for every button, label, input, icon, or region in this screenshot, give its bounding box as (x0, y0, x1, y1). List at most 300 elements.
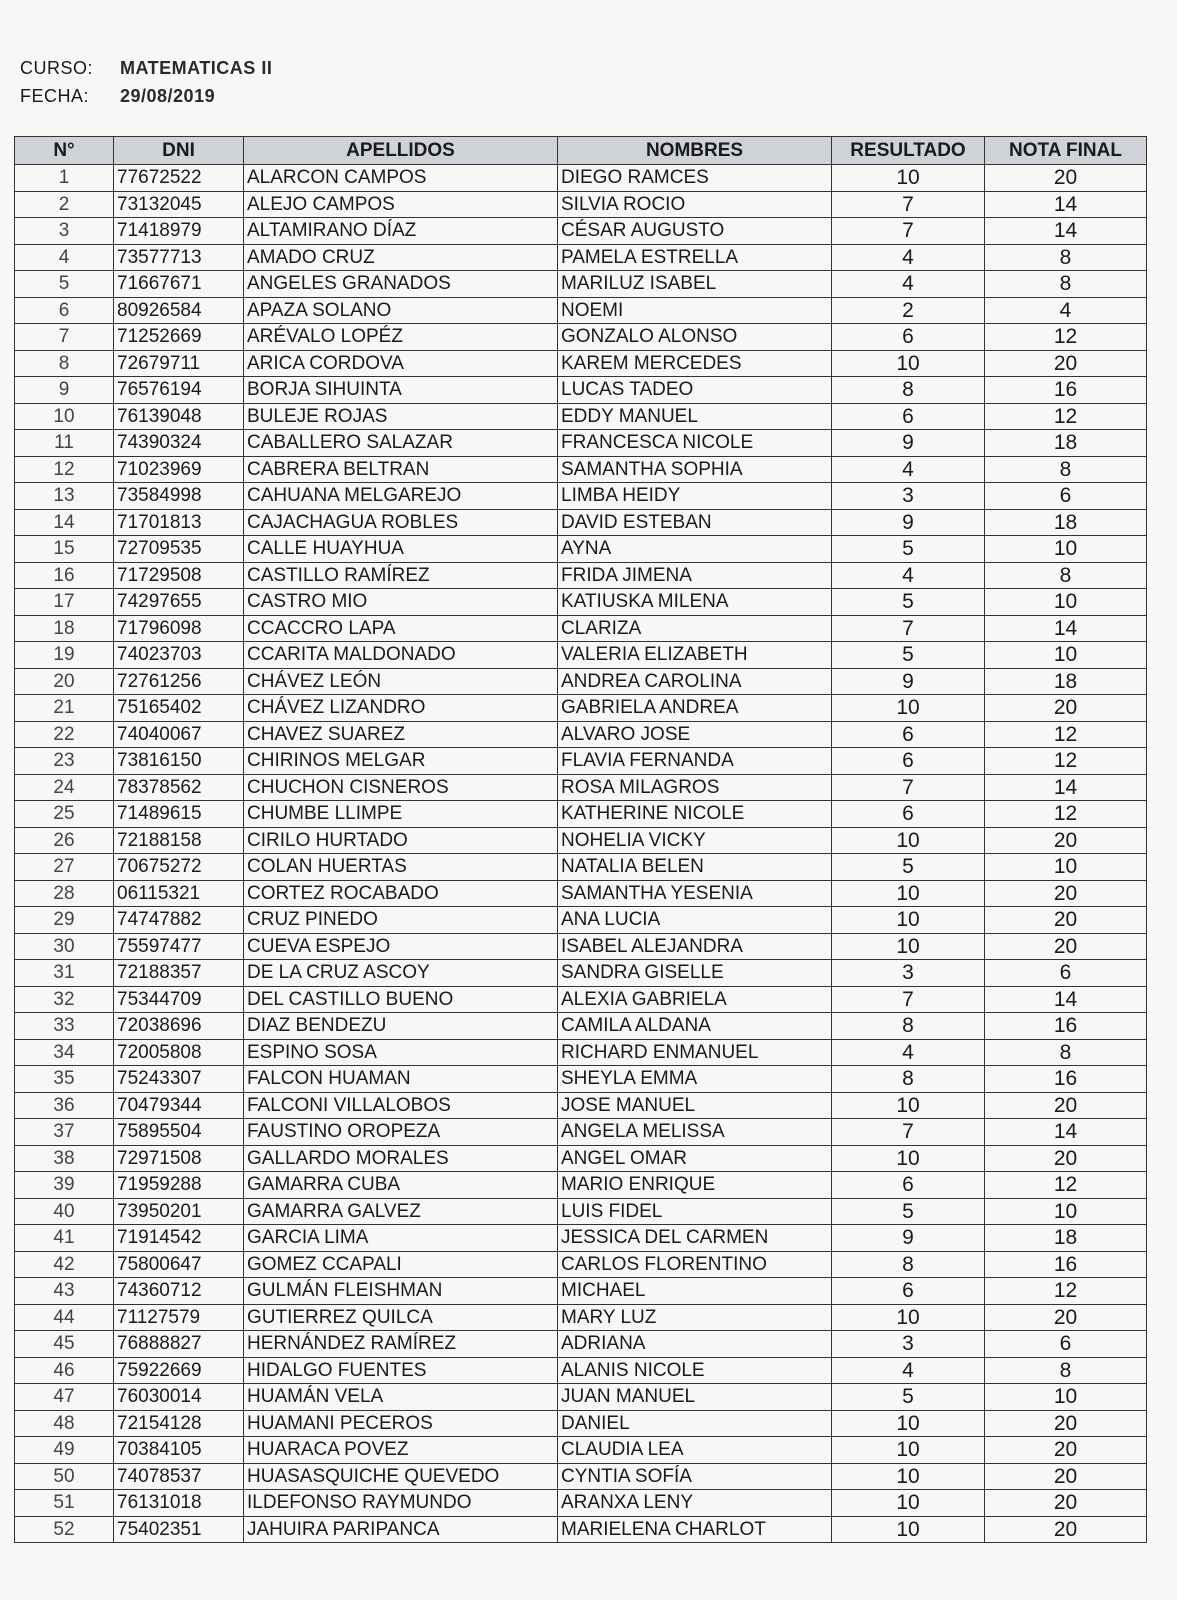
cell-dni: 06115321 (114, 880, 244, 907)
cell-numero: 29 (15, 907, 114, 934)
cell-nombres: LIMBA HEIDY (558, 483, 832, 510)
cell-nota-final: 10 (985, 642, 1147, 669)
table-row (15, 218, 1147, 245)
table-row (15, 907, 1147, 934)
cell-nota-final: 18 (985, 1225, 1147, 1252)
cell-nombres: FLAVIA FERNANDA (558, 748, 832, 775)
cell-numero: 32 (15, 986, 114, 1013)
cell-apellidos: ALEJO CAMPOS (244, 191, 558, 218)
cell-numero: 1 (15, 165, 114, 192)
cell-apellidos: BULEJE ROJAS (244, 403, 558, 430)
cell-nombres: MARIELENA CHARLOT (558, 1516, 832, 1543)
cell-resultado: 6 (832, 1172, 985, 1199)
cell-resultado: 4 (832, 1357, 985, 1384)
cell-resultado: 3 (832, 960, 985, 987)
cell-resultado: 10 (832, 1490, 985, 1517)
cell-apellidos: ESPINO SOSA (244, 1039, 558, 1066)
cell-resultado: 5 (832, 1384, 985, 1411)
cell-nombres: LUIS FIDEL (558, 1198, 832, 1225)
cell-dni: 71701813 (114, 509, 244, 536)
cell-nombres: ALVARO JOSE (558, 721, 832, 748)
table-body (15, 165, 1147, 1543)
cell-numero: 24 (15, 774, 114, 801)
cell-nota-final: 10 (985, 536, 1147, 563)
cell-nombres: DAVID ESTEBAN (558, 509, 832, 536)
cell-apellidos: HUAMÁN VELA (244, 1384, 558, 1411)
cell-resultado: 10 (832, 350, 985, 377)
cell-dni: 73816150 (114, 748, 244, 775)
cell-apellidos: CCARITA MALDONADO (244, 642, 558, 669)
table-header-row (15, 137, 1147, 165)
cell-apellidos: GAMARRA GALVEZ (244, 1198, 558, 1225)
col-header-numero: N° (15, 137, 114, 165)
cell-nota-final: 20 (985, 907, 1147, 934)
cell-dni: 74078537 (114, 1463, 244, 1490)
cell-nota-final: 12 (985, 1278, 1147, 1305)
cell-nombres: CLARIZA (558, 615, 832, 642)
cell-apellidos: HERNÁNDEZ RAMÍREZ (244, 1331, 558, 1358)
curso-value: MATEMATICAS II (120, 58, 273, 78)
cell-resultado: 6 (832, 801, 985, 828)
cell-apellidos: CIRILO HURTADO (244, 827, 558, 854)
cell-resultado: 10 (832, 165, 985, 192)
cell-apellidos: CHAVEZ SUAREZ (244, 721, 558, 748)
table-row (15, 642, 1147, 669)
cell-numero: 48 (15, 1410, 114, 1437)
cell-nota-final: 8 (985, 456, 1147, 483)
cell-nota-final: 4 (985, 297, 1147, 324)
cell-nota-final: 8 (985, 1039, 1147, 1066)
cell-nombres: CAMILA ALDANA (558, 1013, 832, 1040)
cell-apellidos: AMADO CRUZ (244, 244, 558, 271)
cell-resultado: 9 (832, 1225, 985, 1252)
cell-apellidos: ARÉVALO LOPÉZ (244, 324, 558, 351)
cell-dni: 70675272 (114, 854, 244, 881)
cell-apellidos: ALTAMIRANO DÍAZ (244, 218, 558, 245)
table-row (15, 377, 1147, 404)
cell-nota-final: 14 (985, 615, 1147, 642)
cell-apellidos: CAHUANA MELGAREJO (244, 483, 558, 510)
cell-nombres: ANGEL OMAR (558, 1145, 832, 1172)
fecha-line (20, 82, 272, 110)
cell-dni: 71914542 (114, 1225, 244, 1252)
cell-nota-final: 18 (985, 430, 1147, 457)
cell-nombres: NOEMI (558, 297, 832, 324)
cell-apellidos: ILDEFONSO RAYMUNDO (244, 1490, 558, 1517)
cell-dni: 75243307 (114, 1066, 244, 1093)
cell-resultado: 5 (832, 642, 985, 669)
table-row (15, 1331, 1147, 1358)
cell-dni: 75597477 (114, 933, 244, 960)
cell-dni: 74360712 (114, 1278, 244, 1305)
cell-nombres: NOHELIA VICKY (558, 827, 832, 854)
cell-numero: 43 (15, 1278, 114, 1305)
cell-nota-final: 18 (985, 668, 1147, 695)
table-row (15, 1119, 1147, 1146)
table-row (15, 880, 1147, 907)
cell-numero: 42 (15, 1251, 114, 1278)
table-row (15, 350, 1147, 377)
cell-numero: 34 (15, 1039, 114, 1066)
cell-resultado: 9 (832, 509, 985, 536)
cell-resultado: 10 (832, 880, 985, 907)
cell-resultado: 10 (832, 695, 985, 722)
cell-resultado: 10 (832, 1437, 985, 1464)
cell-nombres: JESSICA DEL CARMEN (558, 1225, 832, 1252)
cell-apellidos: HUARACA POVEZ (244, 1437, 558, 1464)
cell-apellidos: ANGELES GRANADOS (244, 271, 558, 298)
cell-apellidos: GULMÁN FLEISHMAN (244, 1278, 558, 1305)
cell-dni: 71729508 (114, 562, 244, 589)
cell-dni: 77672522 (114, 165, 244, 192)
cell-apellidos: DE LA CRUZ ASCOY (244, 960, 558, 987)
cell-nota-final: 10 (985, 1198, 1147, 1225)
cell-dni: 71127579 (114, 1304, 244, 1331)
cell-nombres: SHEYLA EMMA (558, 1066, 832, 1093)
cell-nombres: CYNTIA SOFÍA (558, 1463, 832, 1490)
cell-nota-final: 20 (985, 1304, 1147, 1331)
cell-resultado: 6 (832, 721, 985, 748)
cell-dni: 74023703 (114, 642, 244, 669)
cell-nombres: CLAUDIA LEA (558, 1437, 832, 1464)
cell-dni: 71418979 (114, 218, 244, 245)
curso-label: CURSO: (20, 58, 94, 78)
cell-numero: 19 (15, 642, 114, 669)
cell-nombres: MARIO ENRIQUE (558, 1172, 832, 1199)
cell-numero: 41 (15, 1225, 114, 1252)
document-header (20, 54, 272, 110)
cell-nota-final: 20 (985, 1463, 1147, 1490)
cell-nota-final: 20 (985, 1437, 1147, 1464)
cell-resultado: 4 (832, 562, 985, 589)
cell-numero: 14 (15, 509, 114, 536)
table-row (15, 324, 1147, 351)
table-row (15, 1516, 1147, 1543)
cell-numero: 52 (15, 1516, 114, 1543)
table-row (15, 1145, 1147, 1172)
cell-resultado: 3 (832, 1331, 985, 1358)
cell-dni: 80926584 (114, 297, 244, 324)
cell-resultado: 6 (832, 324, 985, 351)
cell-dni: 70479344 (114, 1092, 244, 1119)
cell-apellidos: GALLARDO MORALES (244, 1145, 558, 1172)
cell-numero: 33 (15, 1013, 114, 1040)
table-row (15, 615, 1147, 642)
table-row (15, 1490, 1147, 1517)
cell-apellidos: CUEVA ESPEJO (244, 933, 558, 960)
table-row (15, 854, 1147, 881)
cell-numero: 12 (15, 456, 114, 483)
cell-numero: 8 (15, 350, 114, 377)
cell-resultado: 10 (832, 827, 985, 854)
cell-nombres: FRIDA JIMENA (558, 562, 832, 589)
cell-dni: 75895504 (114, 1119, 244, 1146)
cell-resultado: 6 (832, 1278, 985, 1305)
cell-resultado: 7 (832, 986, 985, 1013)
cell-nombres: JOSE MANUEL (558, 1092, 832, 1119)
cell-nota-final: 20 (985, 1410, 1147, 1437)
cell-nombres: SAMANTHA SOPHIA (558, 456, 832, 483)
cell-apellidos: CASTRO MIO (244, 589, 558, 616)
cell-nota-final: 12 (985, 324, 1147, 351)
cell-nombres: PAMELA ESTRELLA (558, 244, 832, 271)
col-header-dni: DNI (114, 137, 244, 165)
cell-numero: 18 (15, 615, 114, 642)
table-row (15, 244, 1147, 271)
cell-dni: 75165402 (114, 695, 244, 722)
cell-nombres: ADRIANA (558, 1331, 832, 1358)
cell-dni: 76888827 (114, 1331, 244, 1358)
cell-nota-final: 6 (985, 960, 1147, 987)
cell-resultado: 8 (832, 1066, 985, 1093)
cell-nota-final: 6 (985, 483, 1147, 510)
table-row (15, 562, 1147, 589)
cell-resultado: 7 (832, 218, 985, 245)
cell-nota-final: 14 (985, 218, 1147, 245)
cell-apellidos: CALLE HUAYHUA (244, 536, 558, 563)
cell-nombres: FRANCESCA NICOLE (558, 430, 832, 457)
cell-resultado: 4 (832, 1039, 985, 1066)
cell-resultado: 8 (832, 1013, 985, 1040)
cell-nota-final: 12 (985, 721, 1147, 748)
cell-resultado: 10 (832, 1145, 985, 1172)
cell-resultado: 8 (832, 377, 985, 404)
cell-dni: 72761256 (114, 668, 244, 695)
cell-numero: 28 (15, 880, 114, 907)
table-row (15, 271, 1147, 298)
table-row (15, 1410, 1147, 1437)
cell-nota-final: 20 (985, 933, 1147, 960)
cell-dni: 74297655 (114, 589, 244, 616)
cell-numero: 20 (15, 668, 114, 695)
cell-apellidos: CHUMBE LLIMPE (244, 801, 558, 828)
col-header-apellidos: APELLIDOS (244, 137, 558, 165)
cell-dni: 71959288 (114, 1172, 244, 1199)
cell-nombres: GONZALO ALONSO (558, 324, 832, 351)
cell-nombres: ISABEL ALEJANDRA (558, 933, 832, 960)
cell-resultado: 4 (832, 271, 985, 298)
cell-dni: 73132045 (114, 191, 244, 218)
cell-dni: 72005808 (114, 1039, 244, 1066)
cell-numero: 51 (15, 1490, 114, 1517)
cell-apellidos: ARICA CORDOVA (244, 350, 558, 377)
fecha-label: FECHA: (20, 86, 90, 106)
cell-nombres: AYNA (558, 536, 832, 563)
cell-numero: 3 (15, 218, 114, 245)
cell-dni: 73577713 (114, 244, 244, 271)
cell-apellidos: ALARCON CAMPOS (244, 165, 558, 192)
table-row (15, 695, 1147, 722)
cell-nombres: KATHERINE NICOLE (558, 801, 832, 828)
cell-numero: 40 (15, 1198, 114, 1225)
cell-nombres: KAREM MERCEDES (558, 350, 832, 377)
table-row (15, 1357, 1147, 1384)
cell-nota-final: 20 (985, 1092, 1147, 1119)
cell-apellidos: HUASASQUICHE QUEVEDO (244, 1463, 558, 1490)
cell-nombres: ARANXA LENY (558, 1490, 832, 1517)
cell-resultado: 3 (832, 483, 985, 510)
table-row (15, 1013, 1147, 1040)
cell-nombres: MICHAEL (558, 1278, 832, 1305)
cell-nota-final: 18 (985, 509, 1147, 536)
cell-numero: 25 (15, 801, 114, 828)
cell-dni: 76139048 (114, 403, 244, 430)
table-row (15, 430, 1147, 457)
cell-dni: 74747882 (114, 907, 244, 934)
cell-nombres: ANA LUCIA (558, 907, 832, 934)
cell-apellidos: CORTEZ ROCABADO (244, 880, 558, 907)
cell-numero: 49 (15, 1437, 114, 1464)
cell-nombres: SAMANTHA YESENIA (558, 880, 832, 907)
cell-numero: 31 (15, 960, 114, 987)
cell-nota-final: 20 (985, 695, 1147, 722)
cell-apellidos: DEL CASTILLO BUENO (244, 986, 558, 1013)
cell-nombres: DIEGO RAMCES (558, 165, 832, 192)
cell-dni: 75922669 (114, 1357, 244, 1384)
table-row (15, 403, 1147, 430)
cell-nota-final: 10 (985, 589, 1147, 616)
cell-apellidos: BORJA SIHUINTA (244, 377, 558, 404)
cell-dni: 76576194 (114, 377, 244, 404)
cell-nombres: MARY LUZ (558, 1304, 832, 1331)
cell-apellidos: COLAN HUERTAS (244, 854, 558, 881)
table-row (15, 933, 1147, 960)
cell-nota-final: 12 (985, 801, 1147, 828)
cell-resultado: 5 (832, 536, 985, 563)
table-row (15, 1039, 1147, 1066)
cell-apellidos: JAHUIRA PARIPANCA (244, 1516, 558, 1543)
cell-dni: 73584998 (114, 483, 244, 510)
cell-resultado: 4 (832, 456, 985, 483)
cell-dni: 75402351 (114, 1516, 244, 1543)
col-header-nombres: NOMBRES (558, 137, 832, 165)
cell-nombres: NATALIA BELEN (558, 854, 832, 881)
table-row (15, 1066, 1147, 1093)
cell-apellidos: CASTILLO RAMÍREZ (244, 562, 558, 589)
cell-nombres: SANDRA GISELLE (558, 960, 832, 987)
cell-nombres: ANDREA CAROLINA (558, 668, 832, 695)
cell-nota-final: 6 (985, 1331, 1147, 1358)
cell-nombres: ANGELA MELISSA (558, 1119, 832, 1146)
table-row (15, 1251, 1147, 1278)
cell-apellidos: FALCONI VILLALOBOS (244, 1092, 558, 1119)
cell-apellidos: APAZA SOLANO (244, 297, 558, 324)
table-row (15, 1225, 1147, 1252)
cell-apellidos: CABALLERO SALAZAR (244, 430, 558, 457)
cell-nota-final: 12 (985, 1172, 1147, 1199)
cell-numero: 10 (15, 403, 114, 430)
cell-numero: 27 (15, 854, 114, 881)
cell-apellidos: GOMEZ CCAPALI (244, 1251, 558, 1278)
cell-numero: 13 (15, 483, 114, 510)
cell-apellidos: FAUSTINO OROPEZA (244, 1119, 558, 1146)
cell-nombres: VALERIA ELIZABETH (558, 642, 832, 669)
cell-nota-final: 16 (985, 377, 1147, 404)
cell-nota-final: 20 (985, 1516, 1147, 1543)
cell-apellidos: CABRERA BELTRAN (244, 456, 558, 483)
table-row (15, 297, 1147, 324)
cell-nombres: CÉSAR AUGUSTO (558, 218, 832, 245)
cell-numero: 22 (15, 721, 114, 748)
cell-numero: 23 (15, 748, 114, 775)
table-row (15, 191, 1147, 218)
cell-numero: 30 (15, 933, 114, 960)
cell-apellidos: CRUZ PINEDO (244, 907, 558, 934)
cell-apellidos: CCACCRO LAPA (244, 615, 558, 642)
cell-numero: 50 (15, 1463, 114, 1490)
table-row (15, 1172, 1147, 1199)
cell-apellidos: CHIRINOS MELGAR (244, 748, 558, 775)
cell-numero: 7 (15, 324, 114, 351)
cell-nota-final: 20 (985, 1490, 1147, 1517)
cell-nombres: ALEXIA GABRIELA (558, 986, 832, 1013)
table-row (15, 509, 1147, 536)
col-header-nota-final: NOTA FINAL (985, 137, 1147, 165)
cell-dni: 74040067 (114, 721, 244, 748)
table-row (15, 986, 1147, 1013)
cell-dni: 76030014 (114, 1384, 244, 1411)
cell-nombres: SILVIA ROCIO (558, 191, 832, 218)
cell-numero: 26 (15, 827, 114, 854)
cell-nota-final: 14 (985, 986, 1147, 1013)
cell-nota-final: 8 (985, 244, 1147, 271)
cell-nombres: ROSA MILAGROS (558, 774, 832, 801)
cell-resultado: 6 (832, 403, 985, 430)
cell-resultado: 7 (832, 615, 985, 642)
table-row (15, 801, 1147, 828)
cell-numero: 35 (15, 1066, 114, 1093)
cell-numero: 9 (15, 377, 114, 404)
cell-nombres: JUAN MANUEL (558, 1384, 832, 1411)
cell-resultado: 5 (832, 589, 985, 616)
cell-numero: 5 (15, 271, 114, 298)
cell-nota-final: 16 (985, 1013, 1147, 1040)
cell-dni: 71489615 (114, 801, 244, 828)
cell-numero: 15 (15, 536, 114, 563)
table-row (15, 1463, 1147, 1490)
cell-dni: 71023969 (114, 456, 244, 483)
table-row (15, 774, 1147, 801)
table-row (15, 483, 1147, 510)
table-row (15, 165, 1147, 192)
table-row (15, 748, 1147, 775)
cell-nota-final: 12 (985, 403, 1147, 430)
cell-dni: 75344709 (114, 986, 244, 1013)
cell-resultado: 7 (832, 1119, 985, 1146)
cell-resultado: 6 (832, 748, 985, 775)
table-row (15, 1198, 1147, 1225)
table-row (15, 536, 1147, 563)
cell-dni: 72188158 (114, 827, 244, 854)
cell-dni: 78378562 (114, 774, 244, 801)
cell-nota-final: 20 (985, 827, 1147, 854)
table-row (15, 589, 1147, 616)
cell-nombres: CARLOS FLORENTINO (558, 1251, 832, 1278)
cell-nota-final: 14 (985, 774, 1147, 801)
cell-resultado: 10 (832, 1410, 985, 1437)
cell-numero: 46 (15, 1357, 114, 1384)
cell-numero: 2 (15, 191, 114, 218)
cell-nota-final: 8 (985, 562, 1147, 589)
cell-resultado: 8 (832, 1251, 985, 1278)
cell-apellidos: DIAZ BENDEZU (244, 1013, 558, 1040)
cell-dni: 72188357 (114, 960, 244, 987)
cell-apellidos: HIDALGO FUENTES (244, 1357, 558, 1384)
cell-resultado: 10 (832, 1516, 985, 1543)
cell-numero: 4 (15, 244, 114, 271)
cell-dni: 72709535 (114, 536, 244, 563)
cell-nota-final: 8 (985, 1357, 1147, 1384)
